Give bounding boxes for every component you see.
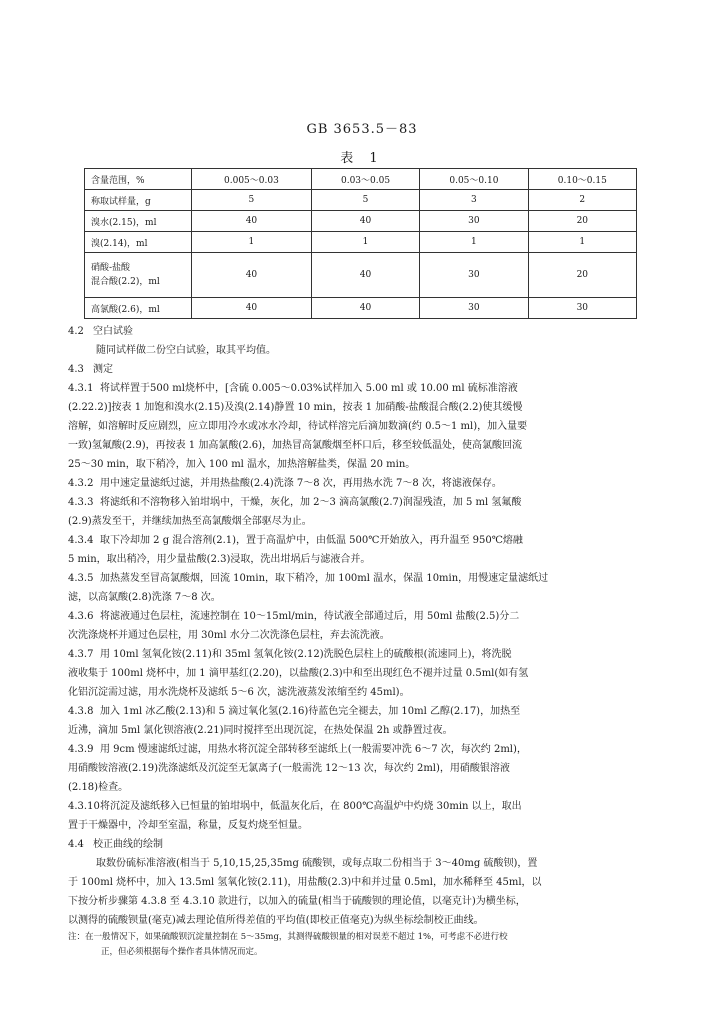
table-row-label: 溴(2.14)，ml [85,232,192,253]
clause-line: (2.22.2)]按表 1 加饱和溴水(2.15)及溴(2.14)静置 10 min，按表 1 加硝酸-盐酸混合酸(2.2)使其缓慢 [68,402,523,413]
sample-table [84,168,637,319]
table-row-label-line: 混合酸(2.2)，ml [91,277,160,287]
table-cell: 30 [528,298,636,319]
paragraph-line: 取数份硫标准溶液(相当于 5,10,15,25,35mg 硫酸钡，或每点取二份相当于 3～40mg 硫酸钡)，置 [96,858,538,869]
table-cell: 30 [420,253,528,298]
paragraph-line: 于 100ml 烧杯中，加入 13.5ml 氢氧化铵(2.11)，用盐酸(2.3)中和并过量 0.5ml，加水稀释至 45ml，以 [68,877,542,888]
clause-line: 化铝沉淀需过滤，用水洗烧杯及滤纸 5～6 次，滤洗液蒸发浓缩至约 45ml)。 [68,687,410,698]
clause-line: 用硝酸铵溶液(2.19)洗涤滤纸及沉淀至无氯离子(一般需洗 12～13 次，每次约 2ml)，用硝酸银溶液 [68,763,510,774]
clause-4-3-4: 4.3.4 取下冷却加 2 g 混合溶剂(2.1)，置于高温炉中，由低温 500℃开始放入，再升温至 950℃熔融 [68,535,523,546]
table-cell: 1 [528,232,636,253]
clause-line: (2.18)检查。 [68,782,129,793]
clause-line: 置于干燥器中，冷却至室温，称量，反复灼烧至恒量。 [68,820,308,831]
table-cell: 40 [192,211,312,232]
table-cell: 40 [311,298,419,319]
table-cell: 1 [420,232,528,253]
table-cell: 3 [420,190,528,211]
table-cell: 20 [528,211,636,232]
table-cell: 5 [311,190,419,211]
table-header-row [85,169,637,190]
clause-4-3-3: 4.3.3 将滤纸和不溶物移入铂坩埚中，干燥，灰化，加 2～3 滴高氯酸(2.7)润湿残渣，加 5 ml 氢氟酸 [68,497,522,508]
clause-4-3-9: 4.3.9 用 9cm 慢速滤纸过滤，用热水将沉淀全部转移至滤纸上(一般需要冲洗 6～7 次，每次约 2ml)， [68,744,527,755]
table-row-label: 溴水(2.15)，ml [85,211,192,232]
footnote-line: 正，但必须根据每个操作者具体情况而定。 [101,947,263,957]
table-header-cell: 0.03～0.05 [311,169,419,190]
clause-line: 一致)氢氟酸(2.9)，再按表 1 加高氯酸(2.6)，加热冒高氯酸烟至杯口后，移至较低温处，使高氯酸回流 [68,440,523,451]
section-4-2-heading: 4.2 空白试验 [68,326,133,337]
table-row [85,211,637,232]
clause-line: 25～30 min，取下稍冷，加入 100 ml 温水，加热溶解盐类，保温 20 min。 [68,459,416,470]
table-row [85,298,637,319]
table-header-cell: 0.005～0.03 [192,169,312,190]
paragraph-line: 下按分析步骤第 4.3.8 至 4.3.10 款进行，以加入的硫量(相当于硫酸钡的理论值，以毫克计)为横坐标， [68,896,526,907]
table-cell: 40 [311,211,419,232]
table-row-label-line: 硝酸-盐酸 [91,263,131,273]
table-row [85,190,637,211]
table-row [85,232,637,253]
clause-4-3-2: 4.3.2 用中速定量滤纸过滤，并用热盐酸(2.4)洗涤 7～8 次，再用热水洗 7～8 次，将滤液保存。 [68,478,502,489]
standard-code: GB 3653.5－83 [306,122,418,137]
table-header-cell: 0.05～0.10 [420,169,528,190]
table-row-label: 高氯酸(2.6)，ml [85,298,192,319]
table-title: 表 1 [340,151,384,166]
clause-line: 溶解，如溶解时反应剧烈，应立即用冷水或冰水冷却，待试样溶完后滴加数滴(约 0.5～1 ml)，加入量要 [68,421,528,432]
table-cell: 30 [420,298,528,319]
table-cell: 5 [192,190,312,211]
footnote: 注：在一般情况下，如果硫酸钡沉淀量控制在 5～35mg，其测得硫酸钡量的相对误差不超过 1%，可考虑不必进行校 [68,932,508,942]
clause-4-3-7: 4.3.7 用 10ml 氢氧化铵(2.11)和 35ml 氢氧化铵(2.12)洗脱色层柱上的硫酸根(流速同上)，将洗脱 [68,649,512,660]
table-cell: 1 [192,232,312,253]
document-body [68,322,652,960]
clause-line: (2.9)蒸发至干，并继续加热至高氯酸烟全部驱尽为止。 [68,516,312,527]
table-cell: 2 [528,190,636,211]
table-cell: 20 [528,253,636,298]
table-row [85,253,637,298]
clause-line: 次洗涤烧杯并通过色层柱，用 30ml 水分二次洗涤色层柱，弃去流洗液。 [68,630,390,641]
table-row-label: 称取试样量，g [85,190,192,211]
paragraph-line: 以测得的硫酸钡量(毫克)减去理论值所得差值的平均值(即校正值毫克)为纵坐标绘制校正曲线。 [68,915,484,926]
section-4-3-heading: 4.3 测定 [68,364,113,375]
table-row-label [85,253,192,298]
table-cell: 1 [311,232,419,253]
clause-4-3-5: 4.3.5 加热蒸发至冒高氯酸烟，回流 10min，取下稍冷，加 100ml 温水，保温 10min，用慢速定量滤纸过 [68,573,549,584]
clause-line: 5 min，取出稍冷，用少量盐酸(2.3)浸取，洗出坩埚后与滤液合并。 [68,554,371,565]
clause-4-3-8: 4.3.8 加入 1ml 冰乙酸(2.13)和 5 滴过氧化氢(2.16)待蓝色完全褪去，加 10ml 乙醇(2.17)，加热至 [68,706,521,717]
section-4-2-text: 随同试样做二份空白试验，取其平均值。 [96,345,276,356]
clause-line: 液收集于 100ml 烧杯中，加 1 滴甲基红(2.20)，以盐酸(2.3)中和至出现红色不褪并过量 0.5ml(如有氢 [68,668,529,679]
clause-4-3-10: 4.3.10 将沉淀及滤纸移入已恒量的铂坩埚中，低温灰化后，在 800℃高温炉中灼烧 30min 以上，取出 [68,801,522,812]
table-cell: 40 [192,298,312,319]
clause-4-3-1: 4.3.1 将试样置于500 ml烧杯中，[含硫 0.005～0.03%试样加入 5.00 ml 或 10.00 ml 硫标准溶液 [68,383,518,394]
clause-line: 近沸，滴加 5ml 氯化钡溶液(2.21)同时搅拌至出现沉淀，在热处保温 2h 或静置过夜。 [68,725,453,736]
table-header-cell: 0.10～0.15 [528,169,636,190]
table-header-cell: 含量范围，% [85,169,192,190]
section-4-4-heading: 4.4 校正曲线的绘制 [68,839,163,850]
table-cell: 40 [192,253,312,298]
table-cell: 40 [311,253,419,298]
clause-line: 滤，以高氯酸(2.8)洗涤 7～8 次。 [68,592,221,603]
clause-4-3-6: 4.3.6 将滤液通过色层柱，流速控制在 10～15ml/min，待试液全部通过后，用 50ml 盐酸(2.5)分二 [68,611,520,622]
table-cell: 30 [420,211,528,232]
